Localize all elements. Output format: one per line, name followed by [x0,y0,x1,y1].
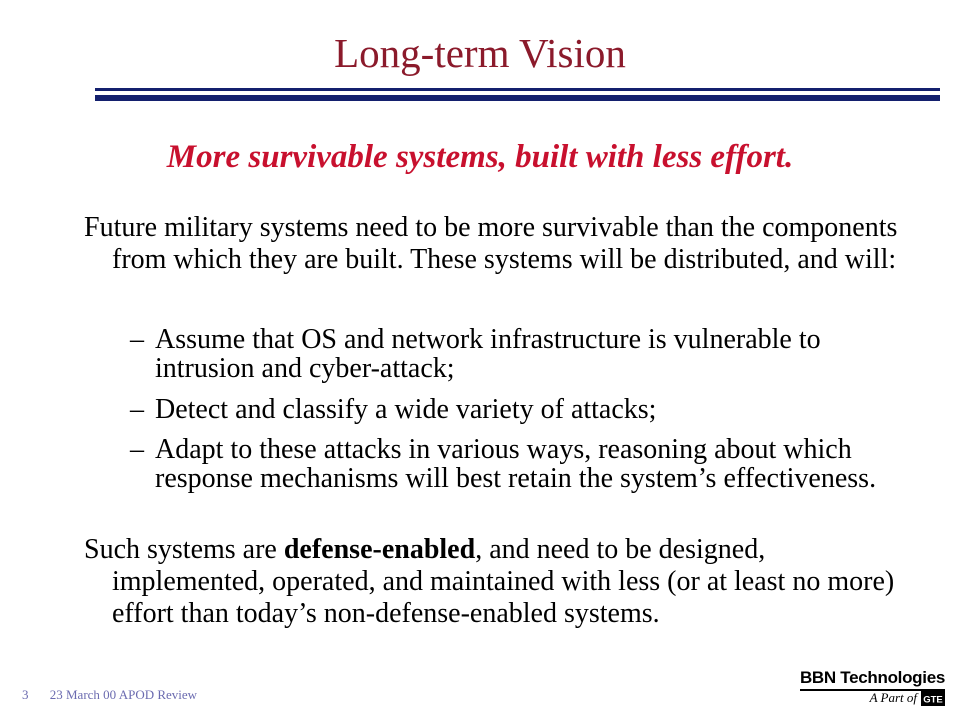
gte-logo-icon [921,691,945,706]
page-number: 3 [22,687,29,702]
gte-logo-text: GTE [923,694,943,706]
slide-subtitle: More survivable systems, built with less effort. [166,139,794,175]
bullet-dash: – [130,394,144,425]
bullet-item [130,325,890,383]
bullet-text: Assume that OS and network infrastructure is vulnerable to intrusion and cyber-attack; [155,324,821,384]
title-rule-thick [95,95,940,101]
slide-footer [22,687,197,703]
bullet-dash: – [130,324,144,355]
logo-name: BBN Technologies [800,668,945,691]
footer-date-event: 23 March 00 APOD Review [49,687,198,702]
slide-title: Long-term Vision [334,30,626,76]
bullet-dash: – [130,434,144,465]
closing-text-after: , and need to be designed, implemented, operated, and maintained with less (or at least no more) effort than today’s non-defense-enabled systems. [112,534,895,629]
closing-emphasis: defense-enabled [283,534,476,565]
closing-text-before: Such systems are [84,534,284,565]
bullet-item [130,395,890,424]
closing-paragraph [84,534,914,630]
title-rule-thin [95,88,940,91]
intro-paragraph: Future military systems need to be more survivable than the components from which they are built. These systems will be distributed, and will: [84,212,898,275]
logo-tagline: A Part of [869,690,917,705]
bullet-item [130,435,890,493]
bullet-text: Detect and classify a wide variety of attacks; [155,394,657,425]
bullet-text: Adapt to these attacks in various ways, reasoning about which response mechanisms will best retain the system’s effectiveness. [155,434,877,494]
bbn-logo [795,668,945,710]
